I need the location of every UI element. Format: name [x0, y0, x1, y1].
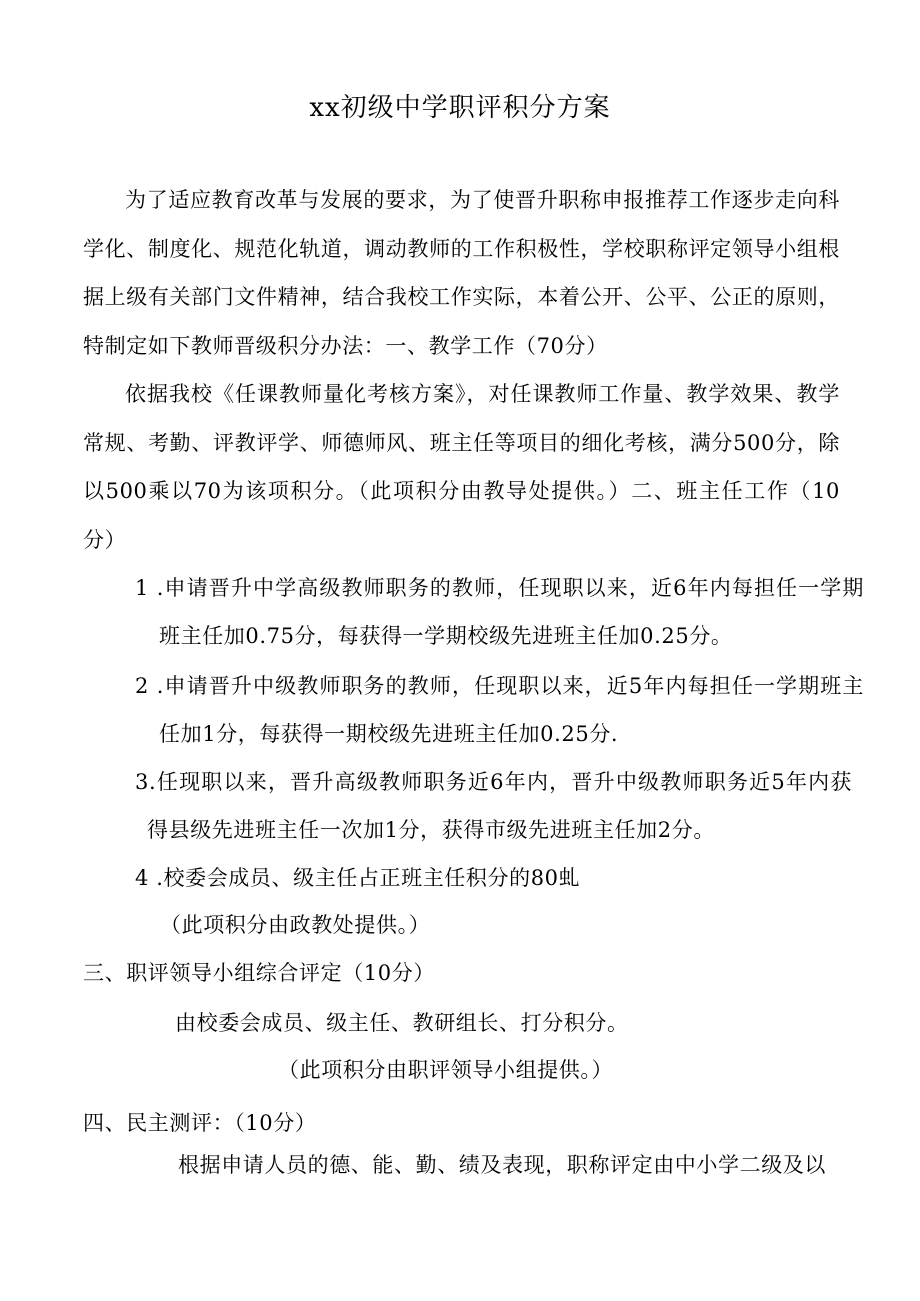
list-item-4: 4 .校委会成员、级主任占正班主任积分的80虬: [135, 866, 581, 890]
list-item-3: 3.任现职以来，晋升高级教师职务近6年内，晋升中级教师职务近5年内获得县级先进班主任一次加1分，获得市级先进班主任加2分。: [135, 770, 852, 842]
document-title: xx初级中学职评积分方案: [309, 93, 611, 123]
paragraph-intro: 为了适应教育改革与发展的要求，为了使晋升职称申报推荐工作逐步走向科学化、制度化、规范化轨道，调动教师的工作积极性，学校职称评定领导小组根据上级有关部门文件精神，结合我校工作实际，本着公开、公平、公正的原则，特制定如下教师晋级积分办法：一、教学工作（70分）: [83, 188, 840, 358]
list-item-1: 1 .申请晋升中学高级教师职务的教师，任现职以来，近6年内每担任一学期班主任加0.75分，每获得一学期校级先进班主任加0.25分。: [135, 576, 864, 648]
section-heading-3: 三、职评领导小组综合评定（10分）: [83, 961, 435, 985]
list-item-2: 2 .申请晋升中级教师职务的教师，任现职以来，近5年内每担任一学期班主任加1分，每获得一期校级先进班主任加0.25分.: [135, 674, 864, 746]
section-3-body: 由校委会成员、级主任、教研组长、打分积分。: [175, 1011, 629, 1035]
note-committee: （此项积分由职评领导小组提供。）: [278, 1058, 614, 1082]
note-political-office: （此项积分由政教处提供。）: [160, 913, 431, 937]
paragraph-teaching-work: 依据我校《任课教师量化考核方案》，对任课教师工作量、教学效果、教学常规、考勤、评教评学、师德师风、班主任等项目的细化考核，满分500分，除以500乘以70为该项积分。（此项积分由教导处提供。）二、班主任工作（10分）: [83, 382, 840, 552]
section-heading-4: 四、民主测评：（10分）: [83, 1111, 317, 1135]
section-4-body: 根据申请人员的德、能、勤、绩及表现，职称评定由中小学二级及以: [178, 1153, 826, 1177]
